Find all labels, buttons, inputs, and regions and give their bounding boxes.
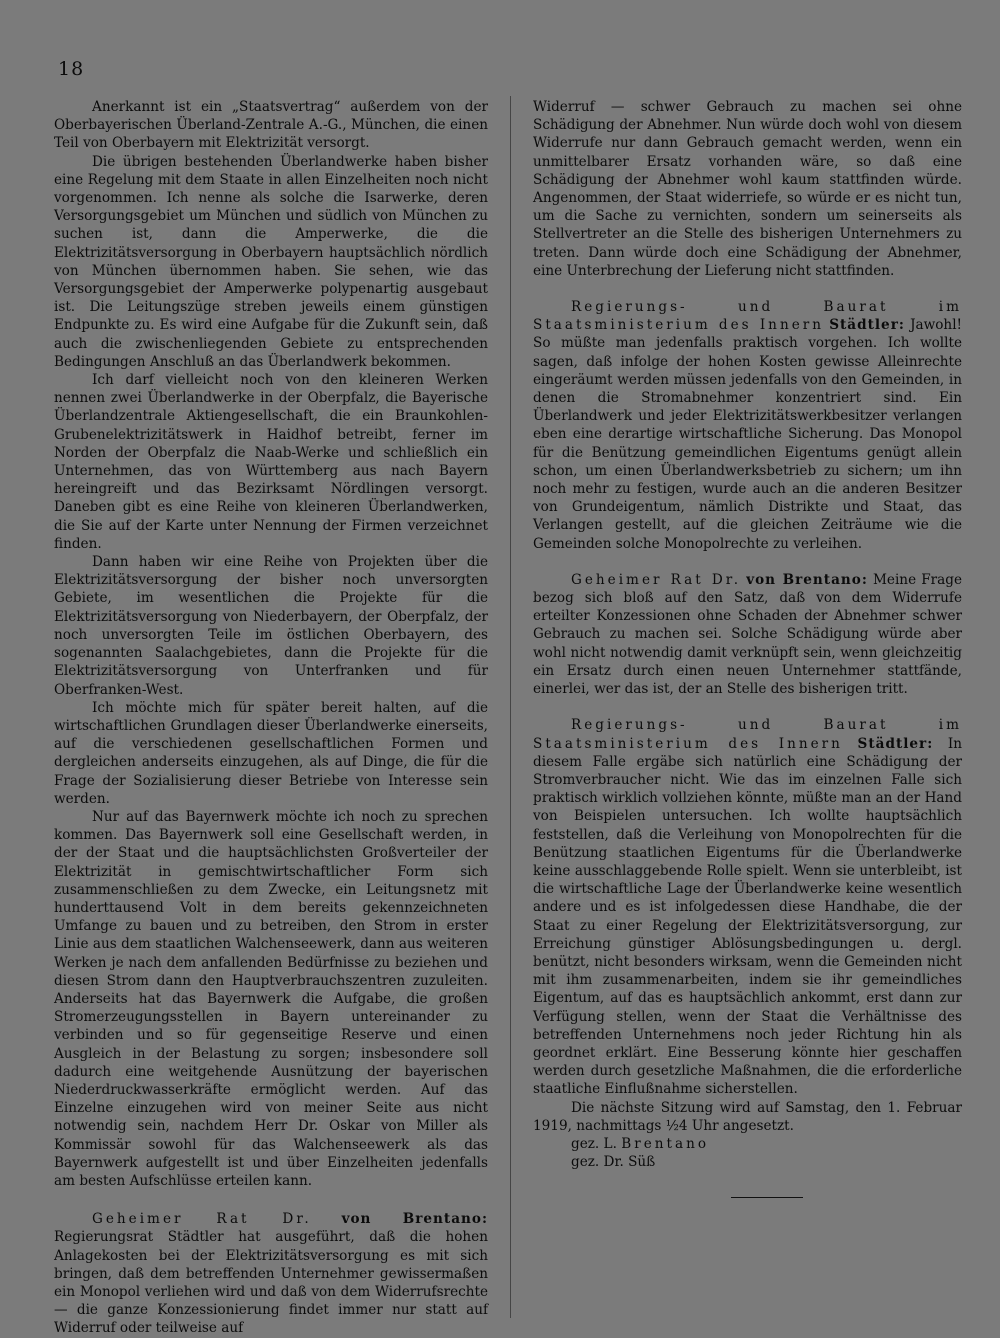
paragraph-continuation: Widerruf — schwer Gebrauch zu machen sei ohne Schädigung der Abnehmer. Nun würde doch wohl von diesem Widerrufe nur dann Gebrauch gemacht werden, wenn ein unmittelbarer Ersatz vorhanden wäre, so daß eine Schädigung der Abnehmer wohl kaum stattfinden würde. Angenommen, der Staat widerriefe, so würde er es nicht tun, um die Sache zu vernichten, sondern um seinerseits als Stellvertreter an die Stelle des bisherigen Unternehmers zu treten. Dann würde doch eine Schädigung der Abnehmer, eine Unterbrechung der Lieferung nicht stattfinden. bbox=[533, 99, 962, 279]
speech-brentano bbox=[54, 1210, 488, 1337]
right-column bbox=[533, 98, 962, 1198]
speech-text: Jawohl! So müßte man jedenfalls praktisch vorgehen. Ich wollte sagen, daß infolge der hohen Kosten gewisse Alleinrechte eingeräumt werden müssen jedenfalls von den Gemeinden, in denen die Stromabnehmer konzentriert sind. Ein Überlandwerk und jeder Elektrizitätswerkbesitzer verlangen eben eine derartige wirtschaftliche Sicherung. Das Monopol für die Benützung gemeindlichen Eigentums genügt allein schon, um einen Überlandwerksbetrieb zu sichern; um ihn noch mehr zu festigen, wurde auch an die anderen Besitzer von Grundeigentum, nämlich Distrikte und Staat, das Verlangen gestellt, auf die gleichen Zeiträume wie die Gemeinden solche Monopolrechte zu verleihen. bbox=[533, 317, 963, 552]
speaker-name: Städtler: bbox=[857, 735, 934, 752]
speaker-name: von Brentano: bbox=[341, 1211, 488, 1228]
paragraph: Ich darf vielleicht noch von den kleineren Werken nennen zwei Überlandwerke in der Oberpfalz, die Bayerische Überlandzentrale Aktiengesellschaft, die ein Braunkohlen-Grubenelektrizitätswerk in Haidhof betreibt, ferner im Norden der Oberpfalz die Naab-Werke und schließlich ein Unternehmen, das von Württemberg aus nach Bayern hereingreift und das Bezirksamt Nördlingen versorgt. Daneben gibt es eine Reihe von kleineren Überlandwerken, die Sie auf der Karte unter Nennung der Firmen verzeichnet finden. bbox=[54, 372, 488, 552]
speech-text: Meine Frage bezog sich bloß auf den Satz, daß von dem Widerrufe erteilter Konzessionen ohne Schaden der Abnehmer schwer Gebrauch zu machen sei. Solche Schädigung würde aber wohl nicht notwendig damit verknüpft sein, wenn gleichzeitig ein Ersatz durch einen neuen Unternehmer stattfände, einerlei, wer das ist, der an Stelle des bisherigen tritt. bbox=[533, 571, 963, 698]
speech-brentano bbox=[533, 571, 962, 698]
paragraph: Nur auf das Bayernwerk möchte ich noch zu sprechen kommen. Das Bayernwerk soll eine Gesellschaft werden, in der der Staat und die hauptsächlichsten Großverteiler der Elektrizität in gemischtwirtschaftlicher Form sich zusammenschließen zu dem Zwecke, ein Leitungsnetz mit hunderttausend Volt in dem bereits gekennzeichneten Umfange zu bauen und zu betreiben, den Strom in erster Linie aus dem staatlichen Walchenseewerk, dann aus weiteren Werken je nach dem anfallenden Bedürfnisse zu beziehen und diesen Strom dann den Hauptverbrauchszentren zuzuleiten. Anderseits hat das Bayernwerk die Aufgabe, die großen Stromerzeugungsstellen in Bayern untereinander zu verbinden und so für gegenseitige Reserve und einen Ausgleich in der Belastung zu sorgen; insbesondere soll dadurch eine weitgehende Ausnützung der bayerischen Niederdruckwasserkräfte ermöglicht werden. Auf das Einzelne einzugehen wird von meiner Seite aus nicht notwendig sein, nachdem Herr Dr. Oskar von Miller als Kommissär sowohl für das Walchenseewerk als das Bayernwerk aufgestellt ist und über Einzelheiten jedenfalls am besten Aufschlüsse erteilen kann. bbox=[54, 808, 488, 1189]
paragraph: Die übrigen bestehenden Überlandwerke haben bisher eine Regelung mit dem Staate in allen Einzelheiten noch nicht vorgenommen. Ich nenne als solche die Isarwerke, deren Versorgungsgebiet um München und südlich von München zu suchen ist, dann die Amperwerke, die die Elektrizitätsversorgung in Oberbayern hauptsächlich nördlich von München übernommen haben. Sie sehen, wie das Versorgungsgebiet der Amperwerke polypenartig ausgebaut ist. Die Leitungszüge streben jeweils einem günstigen Endpunkte zu. Es wird eine Aufgabe für die Zukunft sein, daß auch die zwischenliegenden Gebiete zu entsprechenden Bedingungen Anschluß an das Überlandwerk bekommen. bbox=[54, 153, 488, 370]
signature-brentano bbox=[533, 1135, 962, 1153]
signature-prefix: gez. L. bbox=[571, 1135, 617, 1152]
speech-staedtler bbox=[533, 716, 962, 1098]
column-divider bbox=[510, 96, 511, 1318]
speaker-title: Geheimer Rat Dr. bbox=[571, 571, 742, 588]
speaker-title: Regierungs- und Baurat im Staatsministerium des Innern bbox=[533, 299, 962, 334]
speech-text: Regierungsrat Städtler hat ausgeführt, daß die hohen Anlagekosten bei der Elektrizitätsversorgung es mit sich bringen, daß dem betreffenden Unternehmer gewissermaßen ein Monopol verliehen wird und daß von dem Widerrufsrechte — die ganze Konzessionierung findet immer nur statt auf Widerruf oder teilweise auf bbox=[54, 1229, 488, 1337]
left-column bbox=[54, 98, 488, 1338]
signature-suess: gez. Dr. Süß bbox=[571, 1154, 656, 1171]
speech-text: In diesem Falle ergäbe sich natürlich eine Schädigung der Stromverbraucher nicht. Wie das im einzelnen Falle sich praktisch wirklich vollziehen könnte, müßte man an der Hand von Beispielen untersuchen. Ich wollte hauptsächlich feststellen, daß die Verleihung von Monopolrechten für die Benützung staatlichen Eigentums für die Überlandwerke keine ausschlaggebende Rolle spielt. Wenn sie unterbleibt, ist die wirtschaftliche Lage der Überlandwerke keine wesentlich andere und es ist infolgedessen diese Handhabe, die der Staat zu einer Regelung der Elektrizitätsversorgung, zur Erreichung günstiger Ablösungsbedingungen u. dergl. benützt, nicht besonders wirksam, wenn die Gemeinden nicht mit ihm zusammenarbeiten, indem sie ihr gemeindliches Eigentum, auf das es hauptsächlich ankommt, erst dann zur Verfügung stellen, wenn der Staat die Verhältnisse des betreffenden Unternehmens noch jeder Richtung hin als geordnet erklärt. Eine Besserung könnte hier geschaffen werden durch gesetzliche Maßnahmen, die die erforderliche staatliche Einflußnahme sicherstellen. bbox=[533, 735, 962, 1098]
speech-staedtler bbox=[533, 298, 962, 553]
signature-name: Brentano bbox=[621, 1135, 710, 1152]
speaker-name: Städtler: bbox=[829, 317, 905, 334]
next-session-announcement: Die nächste Sitzung wird auf Samstag, den 1. Februar 1919, nachmittags ½4 Uhr angesetzt. bbox=[533, 1099, 962, 1134]
speaker-title: Regierungs- und Baurat im Staatsministerium des Innern bbox=[533, 717, 962, 752]
speaker-title: Geheimer Rat Dr. bbox=[92, 1211, 312, 1228]
paragraph: Ich möchte mich für später bereit halten, auf die wirtschaftlichen Grundlagen dieser Überlandwerke einerseits, auf die verschiedenen gesellschaftlichen Formen und dergleichen anderseits einzugehen, als auf Dinge, die für die Frage der Sozialisierung dieser Betriebe von Interesse sein werden. bbox=[54, 699, 488, 807]
paragraph: Anerkannt ist ein „Staatsvertrag“ außerdem von der Oberbayerischen Überland-Zentrale A.-G., München, die einen Teil von Oberbayern mit Elektrizität versorgt. bbox=[54, 99, 488, 152]
page-number: 18 bbox=[58, 58, 85, 80]
closing-rule bbox=[731, 1197, 803, 1198]
paragraph: Dann haben wir eine Reihe von Projekten über die Elektrizitätsversorgung der bisher noch unversorgten Gebiete, im wesentlichen die Projekte für die Elektrizitätsversorgung von Niederbayern, der Oberpfalz, der noch unversorgten Teile im östlichen Oberbayern, des sogenannten Saalachgebietes, dann die Projekte für die Elektrizitätsversorgung von Unterfranken und für Oberfranken-West. bbox=[54, 554, 488, 698]
speaker-name: von Brentano: bbox=[746, 571, 868, 588]
